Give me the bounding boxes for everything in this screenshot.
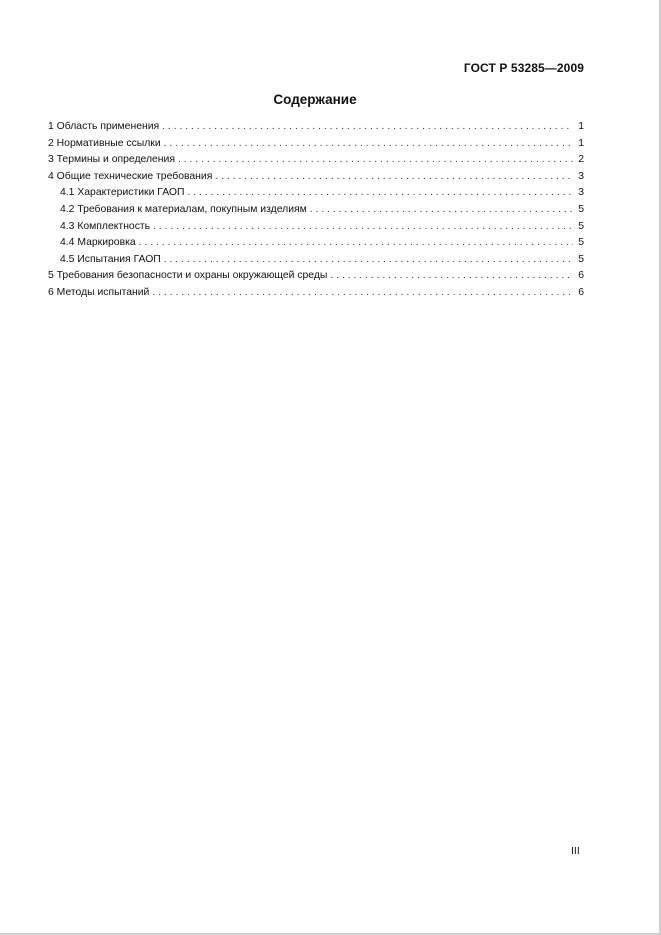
toc-leader-dots [178, 152, 573, 169]
toc-leader-dots [164, 252, 573, 269]
toc-title: Содержание [273, 92, 357, 107]
toc-subentry[interactable] [48, 185, 584, 202]
toc-entry-label: 4.1 Характеристики ГАОП [60, 187, 185, 199]
toc-entry[interactable] [48, 285, 584, 302]
toc-leader-dots [330, 268, 573, 285]
toc-entry[interactable] [48, 152, 584, 169]
toc-entry-page: 3 [578, 170, 584, 182]
toc-leader-dots [215, 169, 573, 186]
toc-entry-label: 4.3 Комплектность [60, 220, 151, 232]
toc-leader-dots [310, 202, 573, 219]
toc-entry-page: 6 [578, 286, 584, 298]
toc-entry-page: 2 [578, 154, 584, 166]
toc-leader-dots [164, 136, 573, 153]
toc-entry-label: 5 Требования безопасности и охраны окружающей среды [48, 270, 328, 282]
page-number: III [571, 845, 580, 857]
toc-subentry[interactable] [48, 235, 584, 252]
toc-entry-page: 1 [578, 121, 584, 132]
toc-subentry[interactable] [48, 219, 584, 236]
toc-entry-page: 1 [578, 137, 584, 149]
toc-entry[interactable] [48, 119, 584, 136]
toc-entry-label: 4.2 Требования к материалам, покупным изделиям [60, 203, 307, 215]
toc-leader-dots [153, 219, 573, 236]
toc-entry-page: 6 [578, 270, 584, 282]
toc-leader-dots [187, 185, 573, 202]
toc-entry-page: 5 [578, 237, 584, 249]
toc-entry[interactable] [48, 136, 584, 153]
document-code: ГОСТ Р 53285—2009 [463, 61, 584, 75]
toc-subentry[interactable] [48, 252, 584, 269]
toc-entry-label: 3 Термины и определения [48, 154, 175, 166]
toc-entry-label: 4.4 Маркировка [60, 237, 136, 249]
toc-entry-page: 5 [578, 220, 584, 232]
toc-subentry[interactable] [48, 202, 584, 219]
toc-entry-page: 3 [578, 187, 584, 199]
toc-leader-dots [152, 285, 573, 302]
toc-entry-label: 1 Область применения [48, 121, 160, 132]
toc-leader-dots [139, 235, 573, 252]
toc-entry-label: 2 Нормативные ссылки [48, 137, 161, 149]
table-of-contents [48, 119, 584, 302]
toc-entry[interactable] [48, 268, 584, 285]
toc-entry-label: 4.5 Испытания ГАОП [60, 253, 161, 265]
toc-entry-page: 5 [578, 253, 584, 265]
toc-entry-page: 5 [578, 203, 584, 215]
toc-leader-dots [162, 119, 573, 136]
toc-entry-label: 6 Методы испытаний [48, 286, 150, 298]
toc-entry-label: 4 Общие технические требования [48, 170, 213, 182]
toc-entry[interactable] [48, 169, 584, 186]
